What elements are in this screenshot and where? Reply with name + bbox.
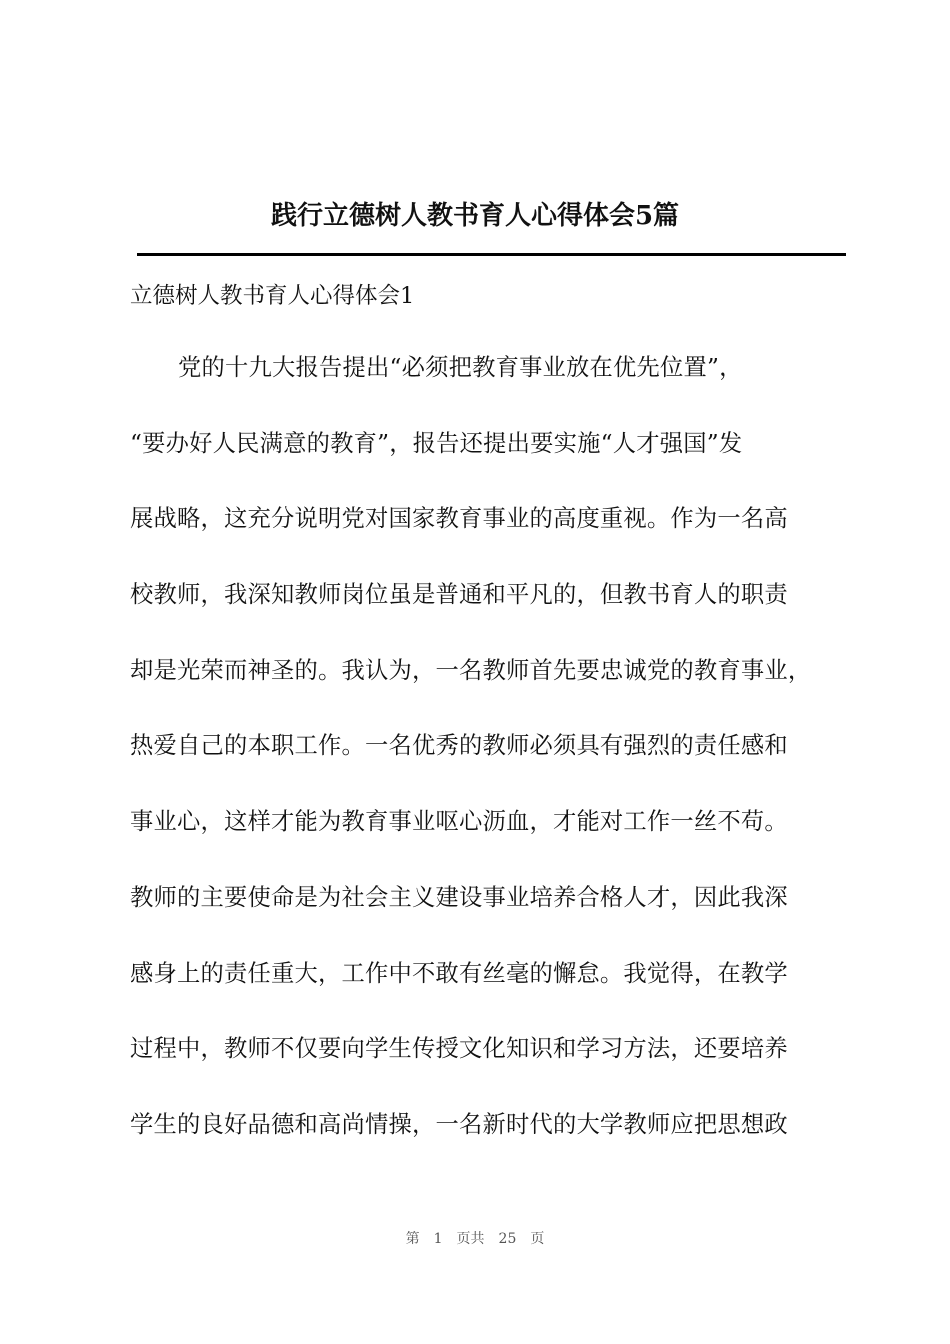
footer-total-pages: 25 [498,1231,517,1247]
body-line: 校教师，我深知教师岗位虽是普通和平凡的，但教书育人的职责 [130,581,788,609]
footer-suffix: 页 [530,1231,545,1247]
body-line: 展战略，这充分说明党对国家教育事业的高度重视。作为一名高 [130,505,788,533]
body-line: 教师的主要使命是为社会主义建设事业培养合格人才，因此我深 [130,883,788,911]
body-line: 感身上的责任重大，工作中不敢有丝毫的懈怠。我觉得，在教学 [130,959,788,987]
footer-page-number: 1 [433,1231,443,1247]
body-line: 党的十九大报告提出“必须把教育事业放在优先位置”， [178,354,743,381]
body-line: 却是光荣而神圣的。我认为，一名教师首先要忠诚党的教育事业， [130,656,812,684]
document-title: 践行立德树人教书育人心得体会5篇 [270,201,680,231]
section-heading: 立德树人教书育人心得体会1 [130,283,415,309]
footer-prefix: 第 [405,1231,420,1247]
body-line: 学生的良好品德和高尚情操，一名新时代的大学教师应把思想政 [130,1110,788,1138]
title-divider [137,253,846,256]
body-line: 热爱自己的本职工作。一名优秀的教师必须具有强烈的责任感和 [130,732,788,760]
body-line: 事业心，这样才能为教育事业呕心沥血，才能对工作一丝不苟。 [130,808,788,836]
body-line: “要办好人民满意的教育”，报告还提出要实施“人才强国”发 [130,429,743,457]
body-text [130,350,850,1183]
body-line: 过程中，教师不仅要向学生传授文化知识和学习方法，还要培养 [130,1035,788,1063]
page-footer [0,1228,950,1248]
footer-middle: 页共 [456,1231,485,1247]
